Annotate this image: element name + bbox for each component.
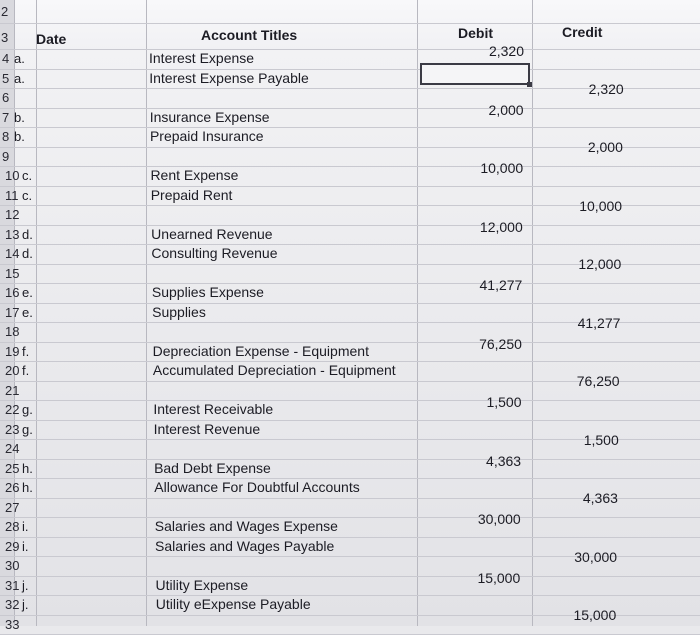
date-cell[interactable]: h.: [22, 480, 33, 495]
date-cell[interactable]: j.: [22, 597, 29, 612]
debit-cell[interactable]: 1,500: [486, 394, 522, 410]
date-cell[interactable]: e.: [22, 285, 33, 300]
row-number[interactable]: 23: [5, 421, 20, 437]
date-cell[interactable]: d.: [22, 226, 33, 242]
account-title-cell[interactable]: Interest Expense: [149, 50, 255, 66]
date-cell[interactable]: i.: [22, 538, 29, 554]
date-cell[interactable]: b.: [14, 109, 25, 125]
row-number[interactable]: 11: [5, 187, 19, 203]
row-number[interactable]: 7: [2, 109, 10, 125]
row-number[interactable]: 8: [2, 129, 10, 144]
account-title-cell[interactable]: Rent Expense: [150, 167, 239, 183]
row-number[interactable]: 24: [5, 441, 20, 456]
account-titles-header[interactable]: Account Titles: [201, 27, 298, 43]
row-number[interactable]: 14: [5, 246, 20, 261]
account-title-cell[interactable]: Depreciation Expense - Equipment: [152, 342, 369, 359]
row-number[interactable]: 12: [5, 207, 20, 222]
row-number[interactable]: 26: [5, 480, 20, 495]
row-divider: [0, 576, 700, 577]
date-cell[interactable]: b.: [14, 129, 25, 144]
row-number[interactable]: 15: [5, 265, 20, 281]
date-header[interactable]: Date: [36, 31, 67, 47]
selected-cell[interactable]: [420, 63, 530, 85]
debit-cell[interactable]: 41,277: [479, 277, 523, 293]
date-cell[interactable]: g.: [22, 421, 33, 437]
credit-cell[interactable]: 12,000: [578, 256, 622, 272]
credit-cell[interactable]: 10,000: [579, 197, 623, 214]
date-cell[interactable]: c.: [22, 168, 33, 183]
credit-cell[interactable]: 4,363: [582, 490, 618, 506]
credit-cell[interactable]: 41,277: [577, 314, 621, 331]
account-title-cell[interactable]: Accumulated Depreciation - Equipment: [152, 362, 396, 378]
debit-cell[interactable]: 2,320: [488, 43, 524, 59]
debit-cell[interactable]: 2,000: [488, 101, 524, 118]
debit-cell[interactable]: 15,000: [477, 569, 521, 586]
row-divider: [0, 517, 700, 518]
debit-cell[interactable]: 10,000: [480, 160, 524, 176]
date-cell[interactable]: d.: [22, 246, 33, 261]
column-divider: [146, 0, 147, 626]
row-number[interactable]: 31: [5, 577, 20, 593]
credit-cell[interactable]: 1,500: [583, 431, 619, 448]
row-number[interactable]: 28: [5, 519, 20, 534]
row-divider: [0, 420, 700, 421]
account-title-cell[interactable]: Prepaid Insurance: [149, 128, 264, 144]
account-title-cell[interactable]: Utility Expense: [155, 576, 249, 593]
account-title-cell[interactable]: Interest Receivable: [153, 401, 274, 417]
row-divider: [0, 400, 700, 401]
date-cell[interactable]: c.: [22, 187, 33, 203]
credit-cell[interactable]: 2,320: [588, 80, 624, 97]
date-cell[interactable]: f.: [22, 363, 30, 378]
credit-cell[interactable]: 2,000: [587, 139, 623, 155]
row-number[interactable]: 4: [2, 51, 10, 66]
row-divider: [0, 225, 700, 226]
row-divider: [0, 186, 700, 187]
row-divider: [0, 244, 700, 245]
row-number[interactable]: 18: [5, 324, 20, 339]
row-number[interactable]: 17: [5, 304, 20, 320]
row-divider: [0, 595, 700, 596]
account-title-cell[interactable]: Interest Revenue: [153, 420, 261, 437]
row-number[interactable]: 25: [5, 460, 20, 476]
date-cell[interactable]: a.: [14, 51, 25, 66]
row-divider: [0, 303, 700, 304]
debit-header[interactable]: Debit: [458, 25, 493, 41]
debit-cell[interactable]: 30,000: [477, 511, 521, 527]
row-number[interactable]: 30: [5, 558, 20, 573]
account-title-cell[interactable]: Supplies Expense: [151, 284, 264, 300]
row-number[interactable]: 29: [5, 538, 20, 554]
date-cell[interactable]: i.: [22, 519, 29, 534]
column-divider: [36, 0, 37, 626]
row-number[interactable]: 33: [5, 616, 20, 632]
row-divider: [0, 283, 700, 284]
credit-cell[interactable]: 15,000: [573, 607, 617, 623]
row-divider: [0, 69, 700, 70]
debit-cell[interactable]: 4,363: [486, 452, 522, 469]
debit-cell[interactable]: 12,000: [479, 218, 523, 235]
account-title-cell[interactable]: Interest Expense Payable: [149, 69, 309, 86]
account-title-cell[interactable]: Prepaid Rent: [150, 186, 233, 203]
account-title-cell[interactable]: Supplies: [152, 303, 206, 320]
date-cell[interactable]: e.: [22, 304, 33, 320]
date-cell[interactable]: j.: [22, 577, 29, 593]
account-title-cell[interactable]: Utility eExpense Payable: [155, 596, 311, 612]
row-divider: [0, 127, 700, 128]
date-cell[interactable]: h.: [22, 460, 33, 476]
account-title-cell[interactable]: Salaries and Wages Expense: [154, 518, 338, 534]
date-cell[interactable]: g.: [22, 402, 33, 417]
account-title-cell[interactable]: Salaries and Wages Payable: [155, 537, 335, 554]
row-number[interactable]: 32: [5, 597, 20, 612]
row-number[interactable]: 16: [5, 285, 20, 300]
row-number[interactable]: 22: [5, 402, 20, 417]
row-divider: [0, 459, 700, 460]
account-title-cell[interactable]: Unearned Revenue: [151, 225, 273, 242]
row-divider: [0, 537, 700, 538]
date-cell[interactable]: f.: [22, 343, 30, 359]
row-divider: [0, 108, 700, 109]
row-number[interactable]: 27: [5, 499, 20, 515]
account-title-cell[interactable]: Consulting Revenue: [151, 245, 278, 261]
row-number[interactable]: 20: [5, 363, 20, 378]
row-number[interactable]: 21: [5, 382, 20, 398]
row-number[interactable]: 9: [2, 148, 10, 164]
date-cell[interactable]: a.: [14, 70, 25, 86]
debit-cell[interactable]: 76,250: [479, 335, 522, 352]
row-number[interactable]: 19: [5, 343, 20, 359]
row-number[interactable]: 6: [2, 90, 10, 105]
account-title-cell[interactable]: Bad Debt Expense: [154, 459, 271, 476]
row-number[interactable]: 10: [5, 168, 20, 183]
row-number[interactable]: 3: [1, 30, 9, 45]
fill-handle[interactable]: [527, 82, 532, 87]
column-divider: [417, 0, 418, 626]
row-divider: [0, 49, 700, 50]
row-number[interactable]: 13: [5, 226, 20, 242]
credit-cell[interactable]: 76,250: [576, 373, 620, 389]
row-divider: [0, 166, 700, 167]
row-number[interactable]: 5: [2, 70, 10, 86]
credit-header[interactable]: Credit: [562, 24, 603, 40]
credit-cell[interactable]: 30,000: [574, 548, 618, 565]
account-title-cell[interactable]: Insurance Expense: [149, 108, 270, 125]
row-number[interactable]: 2: [1, 4, 9, 19]
account-title-cell[interactable]: Allowance For Doubtful Accounts: [154, 479, 360, 495]
